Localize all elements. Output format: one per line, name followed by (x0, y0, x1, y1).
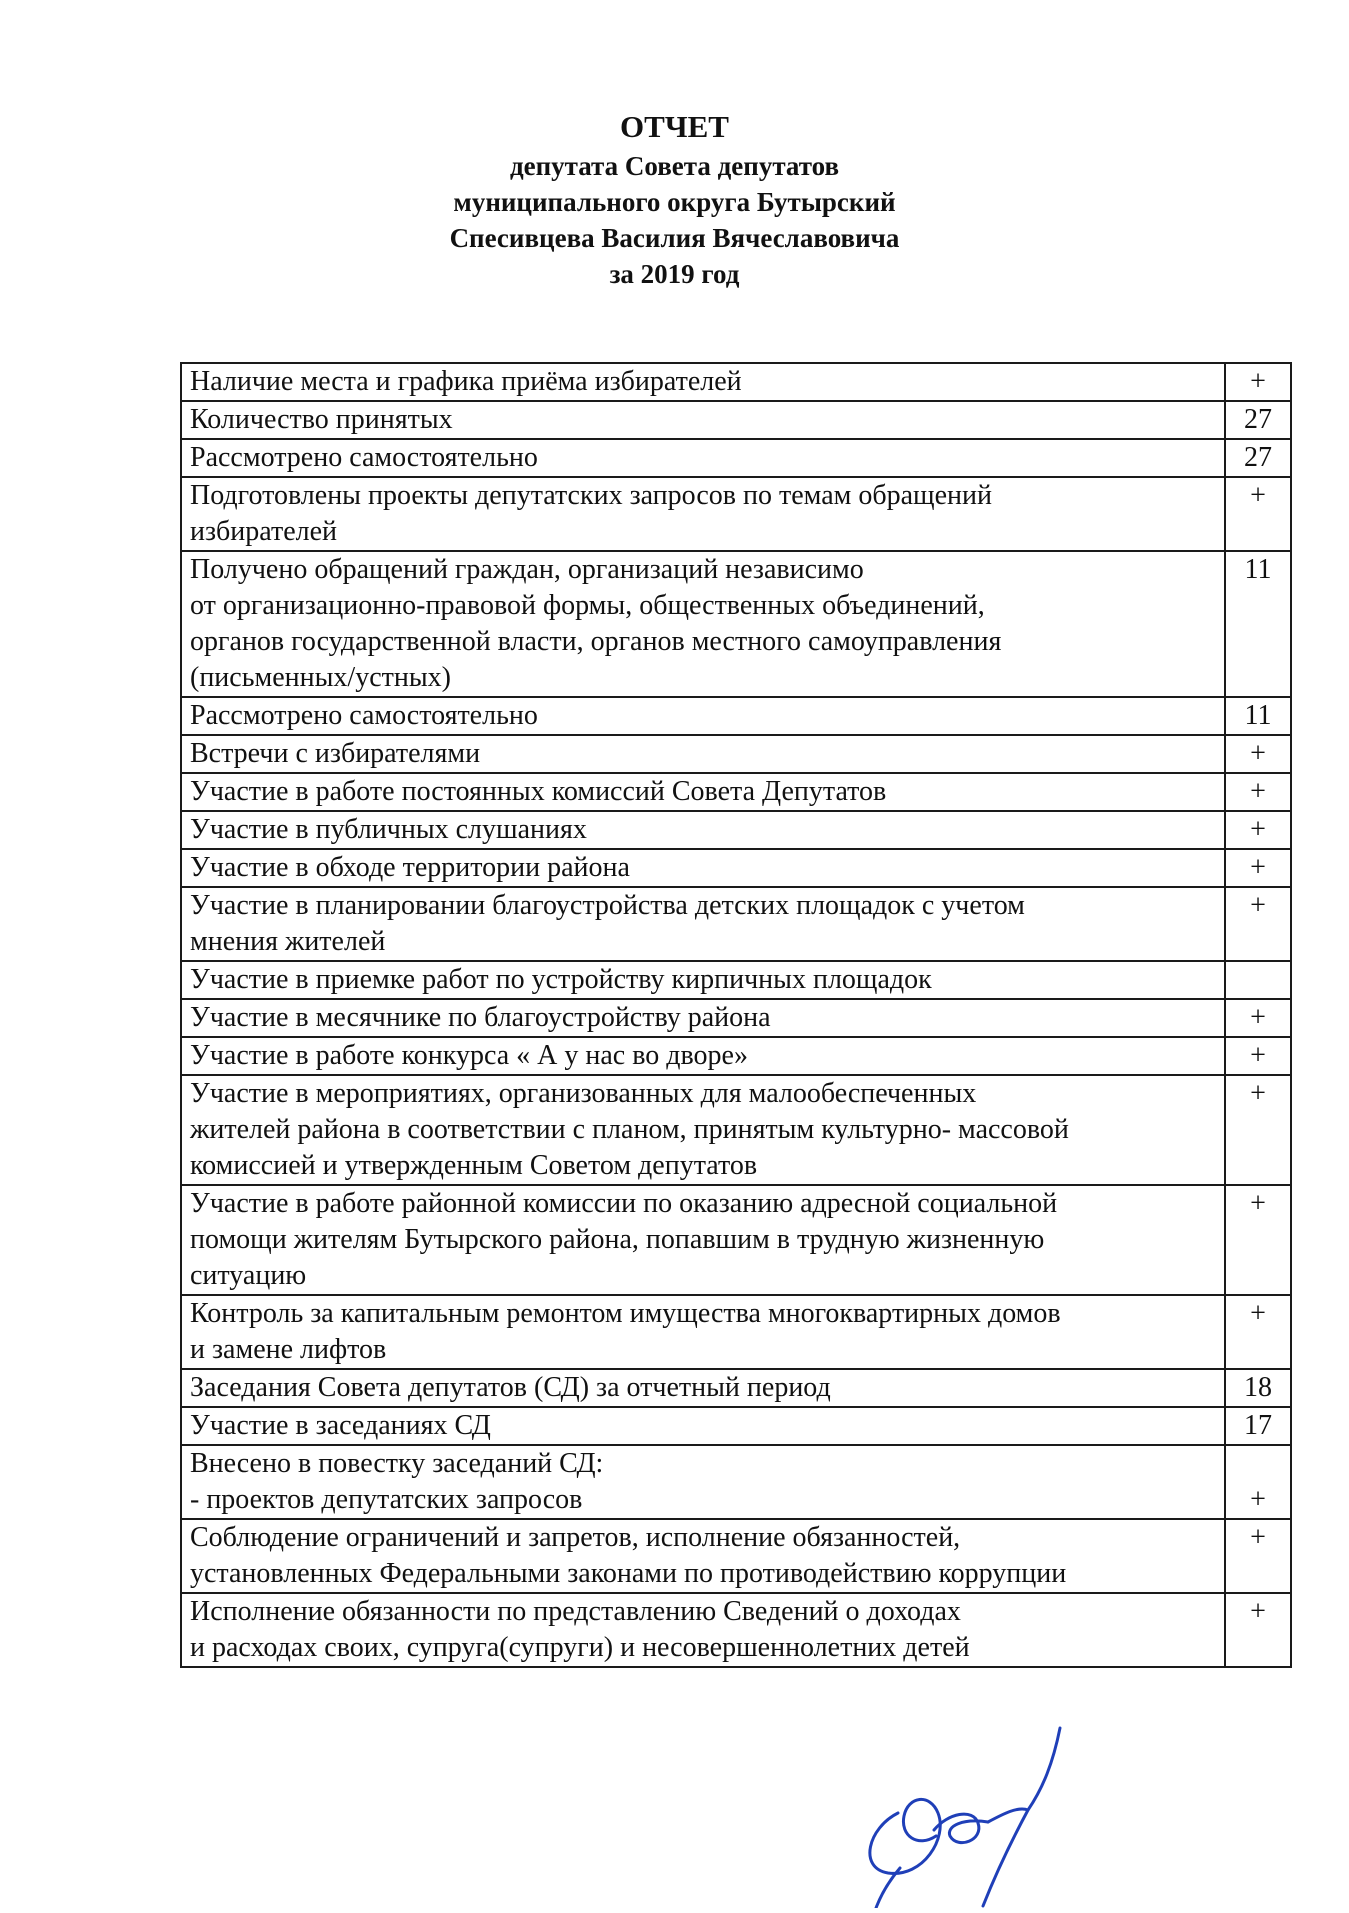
signature-loop-middle (934, 1814, 988, 1843)
row-value: 11 (1225, 697, 1291, 735)
table-row (181, 1519, 1291, 1593)
row-value: + (1225, 1185, 1291, 1295)
handwritten-signature (838, 1718, 1098, 1908)
report-subtitle-deputy: депутата Совета депутатов (509, 151, 840, 181)
row-value (1225, 961, 1291, 999)
row-label: Количество принятых (181, 401, 1225, 439)
table-row (181, 1445, 1291, 1519)
row-label: Контроль за капитальным ремонтом имущества многоквартирных домов и замене лифтов (181, 1295, 1225, 1369)
row-value: + (1225, 773, 1291, 811)
row-label: Участие в заседаниях СД (181, 1407, 1225, 1445)
row-value: + (1225, 849, 1291, 887)
table-row (181, 735, 1291, 773)
row-value: + (1225, 999, 1291, 1037)
row-label: Наличие места и графика приёма избирателей (181, 363, 1225, 401)
table-row (181, 401, 1291, 439)
table-row (181, 811, 1291, 849)
row-label: Участие в работе районной комиссии по оказанию адресной социальной помощи жителям Бутырского района, попавшим в трудную жизненную ситуацию (181, 1185, 1225, 1295)
row-value: 27 (1225, 401, 1291, 439)
signature-strokes (870, 1728, 1060, 1908)
report-subtitle-district: муниципального округа Бутырский (453, 187, 896, 217)
row-value: 17 (1225, 1407, 1291, 1445)
row-label: Рассмотрено самостоятельно (181, 697, 1225, 735)
row-label: Подготовлены проекты депутатских запросов по темам обращений избирателей (181, 477, 1225, 551)
row-label: Участие в публичных слушаниях (181, 811, 1225, 849)
row-label: Встречи с избирателями (181, 735, 1225, 773)
table-row (181, 1075, 1291, 1185)
row-label: Участие в мероприятиях, организованных для малообеспеченных жителей района в соответствии с планом, принятым культурно- массовой комиссией и утвержденным Советом депутатов (181, 1075, 1225, 1185)
row-value: + (1225, 1075, 1291, 1185)
row-label: Участие в работе постоянных комиссий Совета Депутатов (181, 773, 1225, 811)
row-label: Участие в приемке работ по устройству кирпичных площадок (181, 961, 1225, 999)
table-row (181, 439, 1291, 477)
table-row (181, 1593, 1291, 1667)
row-value: + (1225, 363, 1291, 401)
row-value: + (1225, 735, 1291, 773)
row-value: + (1225, 1445, 1291, 1519)
row-label: Получено обращений граждан, организаций независимо от организационно-правовой формы, общественных объединений, органов государственной власти, органов местного самоуправления (письменных/устных) (181, 551, 1225, 697)
row-label: Рассмотрено самостоятельно (181, 439, 1225, 477)
signature-upper-stroke (1028, 1728, 1060, 1810)
row-value: + (1225, 1593, 1291, 1667)
row-label: Участие в обходе территории района (181, 849, 1225, 887)
row-value: + (1225, 1037, 1291, 1075)
table-row (181, 887, 1291, 961)
row-value: 27 (1225, 439, 1291, 477)
table-row (181, 1295, 1291, 1369)
report-title: ОТЧЕТ (620, 109, 729, 144)
row-value: + (1225, 477, 1291, 551)
table-row (181, 477, 1291, 551)
row-label: Внесено в повестку заседаний СД: - проектов депутатских запросов (181, 1445, 1225, 1519)
report-subtitle-name: Спесивцева Василия Вячеславовича (449, 223, 900, 253)
table-row (181, 961, 1291, 999)
table-row (181, 697, 1291, 735)
row-value: 11 (1225, 551, 1291, 697)
row-label: Участие в работе конкурса « А у нас во дворе» (181, 1037, 1225, 1075)
row-label: Участие в планировании благоустройства детских площадок с учетом мнения жителей (181, 887, 1225, 961)
row-label: Заседания Совета депутатов (СД) за отчетный период (181, 1369, 1225, 1407)
row-value: + (1225, 1295, 1291, 1369)
row-value: + (1225, 811, 1291, 849)
row-label: Исполнение обязанности по представлению Сведений о доходах и расходах своих, супруга(супруги) и несовершеннолетних детей (181, 1593, 1225, 1667)
table-row (181, 849, 1291, 887)
report-table (180, 362, 1292, 1668)
table-row (181, 1407, 1291, 1445)
table-row (181, 551, 1291, 697)
row-value: + (1225, 887, 1291, 961)
table-row (181, 1185, 1291, 1295)
row-value: + (1225, 1519, 1291, 1593)
row-value: 18 (1225, 1369, 1291, 1407)
report-header (0, 108, 1349, 292)
table-row (181, 999, 1291, 1037)
signature-loop-left (870, 1799, 940, 1873)
table-row (181, 1369, 1291, 1407)
table-row (181, 1037, 1291, 1075)
row-label: Соблюдение ограничений и запретов, исполнение обязанностей, установленных Федеральными законами по противодействию коррупции (181, 1519, 1225, 1593)
signature-tail-right (983, 1809, 1028, 1906)
table-row (181, 363, 1291, 401)
row-label: Участие в месячнике по благоустройству района (181, 999, 1225, 1037)
table-row (181, 773, 1291, 811)
report-subtitle-year: за 2019 год (609, 259, 740, 289)
